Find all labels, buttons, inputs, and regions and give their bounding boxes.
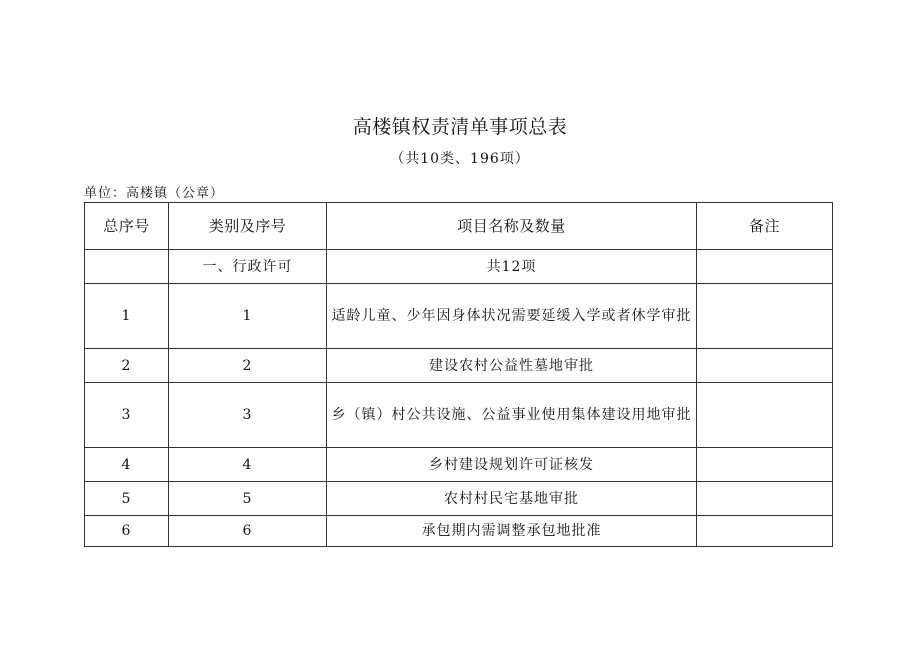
category-note: [697, 250, 833, 284]
row-note: [697, 516, 833, 547]
row-sub-serial: 2: [169, 349, 327, 383]
row-serial: 6: [85, 516, 169, 547]
category-count: 共12项: [327, 250, 697, 284]
table-row: [85, 448, 833, 482]
table-row: [85, 482, 833, 516]
category-label: 一、行政许可: [169, 250, 327, 284]
row-sub-serial: 6: [169, 516, 327, 547]
row-note: [697, 482, 833, 516]
table-row: [85, 383, 833, 448]
responsibility-table: [84, 202, 833, 547]
table-header-row: [85, 203, 833, 250]
header-category-serial: 类别及序号: [169, 203, 327, 250]
row-item-name: 承包期内需调整承包地批准: [327, 516, 697, 547]
row-serial: 4: [85, 448, 169, 482]
row-sub-serial: 5: [169, 482, 327, 516]
row-note: [697, 448, 833, 482]
row-item-name: 建设农村公益性墓地审批: [327, 349, 697, 383]
row-serial: 1: [85, 284, 169, 349]
page-title: 高楼镇权责清单事项总表: [352, 116, 568, 138]
table-row: [85, 349, 833, 383]
row-serial: 3: [85, 383, 169, 448]
header-note: 备注: [697, 203, 833, 250]
row-serial: 5: [85, 482, 169, 516]
row-note: [697, 284, 833, 349]
unit-label: 单位：高楼镇（公章）: [84, 186, 225, 201]
row-item-name: 乡村建设规划许可证核发: [327, 448, 697, 482]
table-row: [85, 516, 833, 547]
row-note: [697, 349, 833, 383]
category-serial: [85, 250, 169, 284]
row-item-name: 乡（镇）村公共设施、公益事业使用集体建设用地审批: [327, 383, 697, 448]
page-subtitle: （共10类、196项）: [390, 151, 530, 167]
row-sub-serial: 4: [169, 448, 327, 482]
header-total-serial: 总序号: [85, 203, 169, 250]
header-item-name: 项目名称及数量: [327, 203, 697, 250]
row-sub-serial: 3: [169, 383, 327, 448]
table-row: [85, 284, 833, 349]
row-serial: 2: [85, 349, 169, 383]
row-sub-serial: 1: [169, 284, 327, 349]
row-item-name: 适龄儿童、少年因身体状况需要延缓入学或者休学审批: [327, 284, 697, 349]
category-row: [85, 250, 833, 284]
row-note: [697, 383, 833, 448]
row-item-name: 农村村民宅基地审批: [327, 482, 697, 516]
